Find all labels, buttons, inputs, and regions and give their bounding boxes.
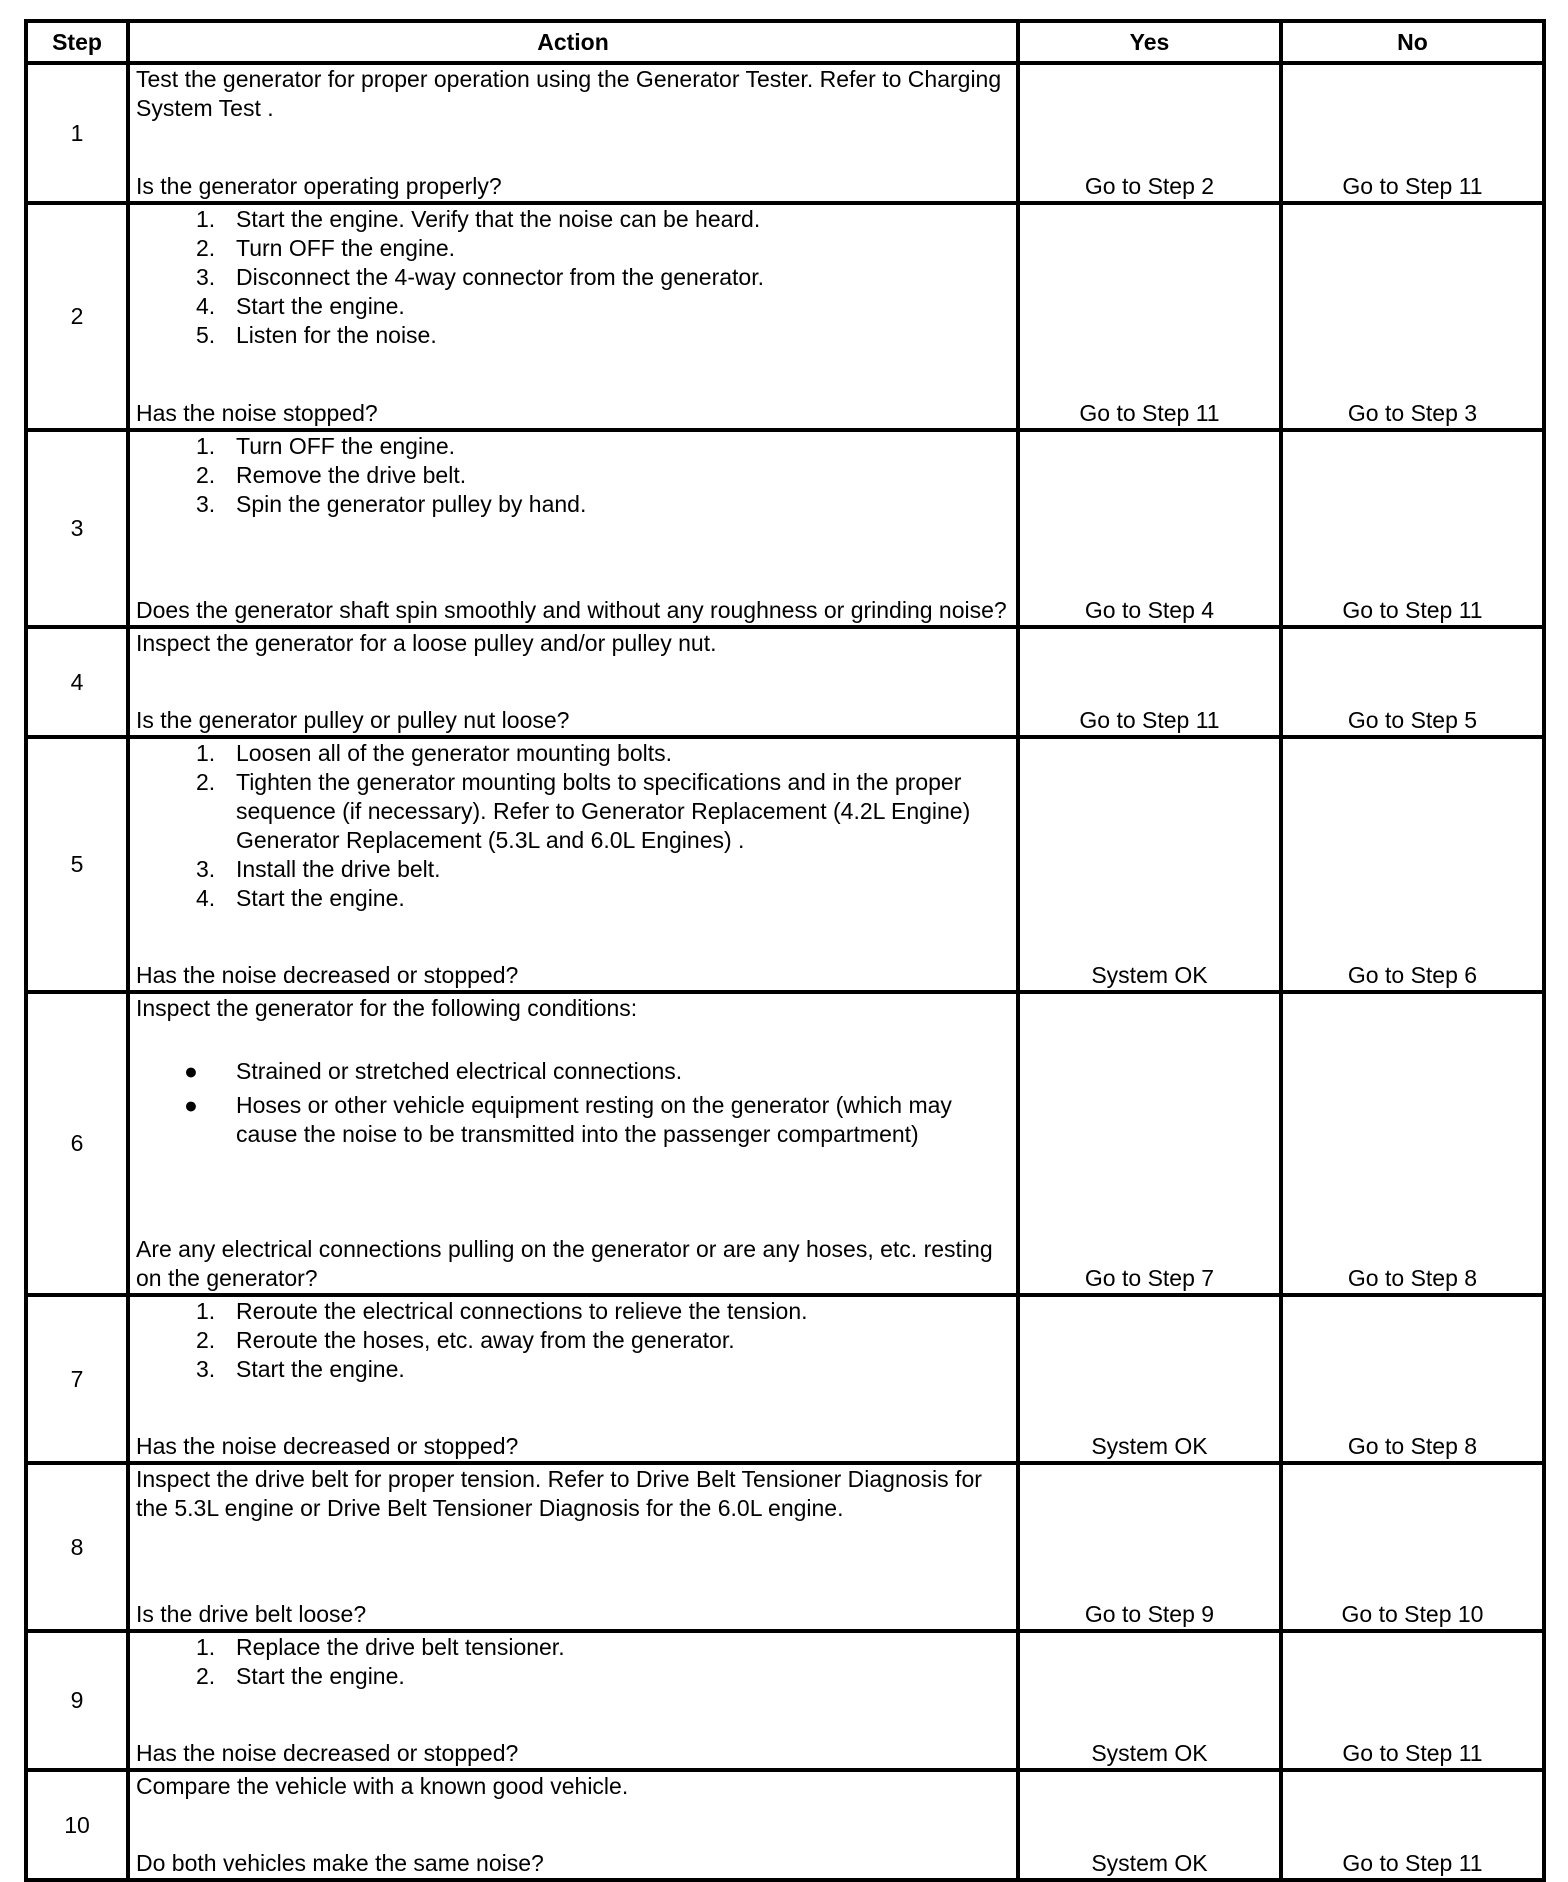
action-cell bbox=[128, 627, 1018, 737]
action-question: Is the generator operating properly? bbox=[136, 173, 502, 199]
list-item: 1. Turn OFF the engine. bbox=[196, 433, 456, 459]
yes-result: Go to Step 7 bbox=[1018, 992, 1281, 1295]
list-item: 2. Reroute the hoses, etc. away from the generator. bbox=[196, 1327, 735, 1353]
no-result: Go to Step 5 bbox=[1281, 627, 1544, 737]
list-item: ● Strained or stretched electrical connections. bbox=[184, 1058, 683, 1084]
no-result: Go to Step 8 bbox=[1281, 992, 1544, 1295]
list-item: 3. Disconnect the 4-way connector from the generator. bbox=[196, 264, 765, 290]
action-steps bbox=[136, 432, 1010, 519]
action-question: Do both vehicles make the same noise? bbox=[136, 1850, 544, 1876]
yes-result: Go to Step 4 bbox=[1018, 430, 1281, 627]
table-row bbox=[26, 203, 1544, 430]
table-row bbox=[26, 1770, 1544, 1880]
step-number: 7 bbox=[26, 1295, 128, 1463]
action-cell bbox=[128, 992, 1018, 1295]
yes-result: Go to Step 11 bbox=[1018, 203, 1281, 430]
step-number: 1 bbox=[26, 63, 128, 203]
action-intro: Inspect the generator for the following conditions: bbox=[136, 995, 638, 1021]
action-question: Is the drive belt loose? bbox=[136, 1601, 367, 1627]
list-item: 2. Remove the drive belt. bbox=[196, 462, 467, 488]
table-row bbox=[26, 992, 1544, 1295]
action-question: Is the generator pulley or pulley nut loose? bbox=[136, 707, 570, 733]
yes-result: System OK bbox=[1018, 1295, 1281, 1463]
step-number: 8 bbox=[26, 1463, 128, 1631]
action-steps bbox=[136, 1297, 1010, 1384]
action-cell bbox=[128, 1295, 1018, 1463]
diagnostic-table bbox=[24, 19, 1546, 1882]
action-cell bbox=[128, 737, 1018, 992]
action-question: Are any electrical connections pulling on the generator or are any hoses, etc. resting on the generator? bbox=[136, 1236, 993, 1291]
table-row bbox=[26, 430, 1544, 627]
list-item: 4. Start the engine. bbox=[196, 293, 405, 319]
list-item: 4. Start the engine. bbox=[196, 885, 405, 911]
yes-result: System OK bbox=[1018, 737, 1281, 992]
action-question: Has the noise decreased or stopped? bbox=[136, 1433, 519, 1459]
header-yes: Yes bbox=[1018, 21, 1281, 63]
yes-result: Go to Step 9 bbox=[1018, 1463, 1281, 1631]
action-question: Does the generator shaft spin smoothly and without any roughness or grinding noise? bbox=[136, 597, 1007, 623]
list-item: 2. Tighten the generator mounting bolts to specifications and in the proper sequence (if necessary). Refer to Generator Replacement (4.2L Engine) Generator Replacement (5.3L and 6.0L Engines) . bbox=[196, 769, 971, 853]
action-cell bbox=[128, 63, 1018, 203]
header-row bbox=[26, 21, 1544, 63]
table-row bbox=[26, 1295, 1544, 1463]
action-cell bbox=[128, 430, 1018, 627]
header-no: No bbox=[1281, 21, 1544, 63]
action-cell bbox=[128, 1770, 1018, 1880]
list-item: 5. Listen for the noise. bbox=[196, 322, 437, 348]
list-item: 1. Replace the drive belt tensioner. bbox=[196, 1634, 565, 1660]
no-result: Go to Step 10 bbox=[1281, 1463, 1544, 1631]
list-item: 3. Spin the generator pulley by hand. bbox=[196, 491, 587, 517]
list-item: 3. Install the drive belt. bbox=[196, 856, 441, 882]
list-item: 2. Turn OFF the engine. bbox=[196, 235, 456, 261]
list-item: 2. Start the engine. bbox=[196, 1663, 405, 1689]
list-item: ● Hoses or other vehicle equipment resting on the generator (which may cause the noise to be transmitted into the passenger compartment) bbox=[184, 1092, 952, 1147]
list-item: 1. Reroute the electrical connections to relieve the tension. bbox=[196, 1298, 808, 1324]
step-number: 5 bbox=[26, 737, 128, 992]
action-intro: Compare the vehicle with a known good vehicle. bbox=[136, 1773, 629, 1799]
no-result: Go to Step 6 bbox=[1281, 737, 1544, 992]
no-result: Go to Step 11 bbox=[1281, 1770, 1544, 1880]
action-steps bbox=[136, 739, 1010, 913]
step-number: 9 bbox=[26, 1631, 128, 1770]
action-cell bbox=[128, 1463, 1018, 1631]
list-item: 1. Loosen all of the generator mounting bolts. bbox=[196, 740, 673, 766]
yes-result: Go to Step 11 bbox=[1018, 627, 1281, 737]
header-step: Step bbox=[26, 21, 128, 63]
action-cell bbox=[128, 1631, 1018, 1770]
no-result: Go to Step 11 bbox=[1281, 1631, 1544, 1770]
no-result: Go to Step 3 bbox=[1281, 203, 1544, 430]
header-action: Action bbox=[128, 21, 1018, 63]
action-cell bbox=[128, 203, 1018, 430]
list-item: 3. Start the engine. bbox=[196, 1356, 405, 1382]
condition-list bbox=[136, 1057, 1010, 1149]
table-row bbox=[26, 1631, 1544, 1770]
list-item: 1. Start the engine. Verify that the noise can be heard. bbox=[196, 206, 761, 232]
no-result: Go to Step 8 bbox=[1281, 1295, 1544, 1463]
no-result: Go to Step 11 bbox=[1281, 430, 1544, 627]
action-question: Has the noise decreased or stopped? bbox=[136, 1740, 519, 1766]
step-number: 2 bbox=[26, 203, 128, 430]
action-question: Has the noise stopped? bbox=[136, 400, 378, 426]
no-result: Go to Step 11 bbox=[1281, 63, 1544, 203]
table-row bbox=[26, 1463, 1544, 1631]
yes-result: Go to Step 2 bbox=[1018, 63, 1281, 203]
table-row bbox=[26, 63, 1544, 203]
action-steps bbox=[136, 205, 1010, 350]
step-number: 6 bbox=[26, 992, 128, 1295]
step-number: 4 bbox=[26, 627, 128, 737]
table-row bbox=[26, 737, 1544, 992]
action-steps bbox=[136, 1633, 1010, 1691]
step-number: 3 bbox=[26, 430, 128, 627]
yes-result: System OK bbox=[1018, 1631, 1281, 1770]
action-intro: Inspect the drive belt for proper tension. Refer to Drive Belt Tensioner Diagnosis for the 5.3L engine or Drive Belt Tensioner Diagnosis for the 6.0L engine. bbox=[136, 1466, 982, 1521]
action-intro: Test the generator for proper operation using the Generator Tester. Refer to Charging System Test . bbox=[136, 66, 1002, 121]
yes-result: System OK bbox=[1018, 1770, 1281, 1880]
action-intro: Inspect the generator for a loose pulley and/or pulley nut. bbox=[136, 630, 717, 656]
action-question: Has the noise decreased or stopped? bbox=[136, 962, 519, 988]
table-row bbox=[26, 627, 1544, 737]
step-number: 10 bbox=[26, 1770, 128, 1880]
